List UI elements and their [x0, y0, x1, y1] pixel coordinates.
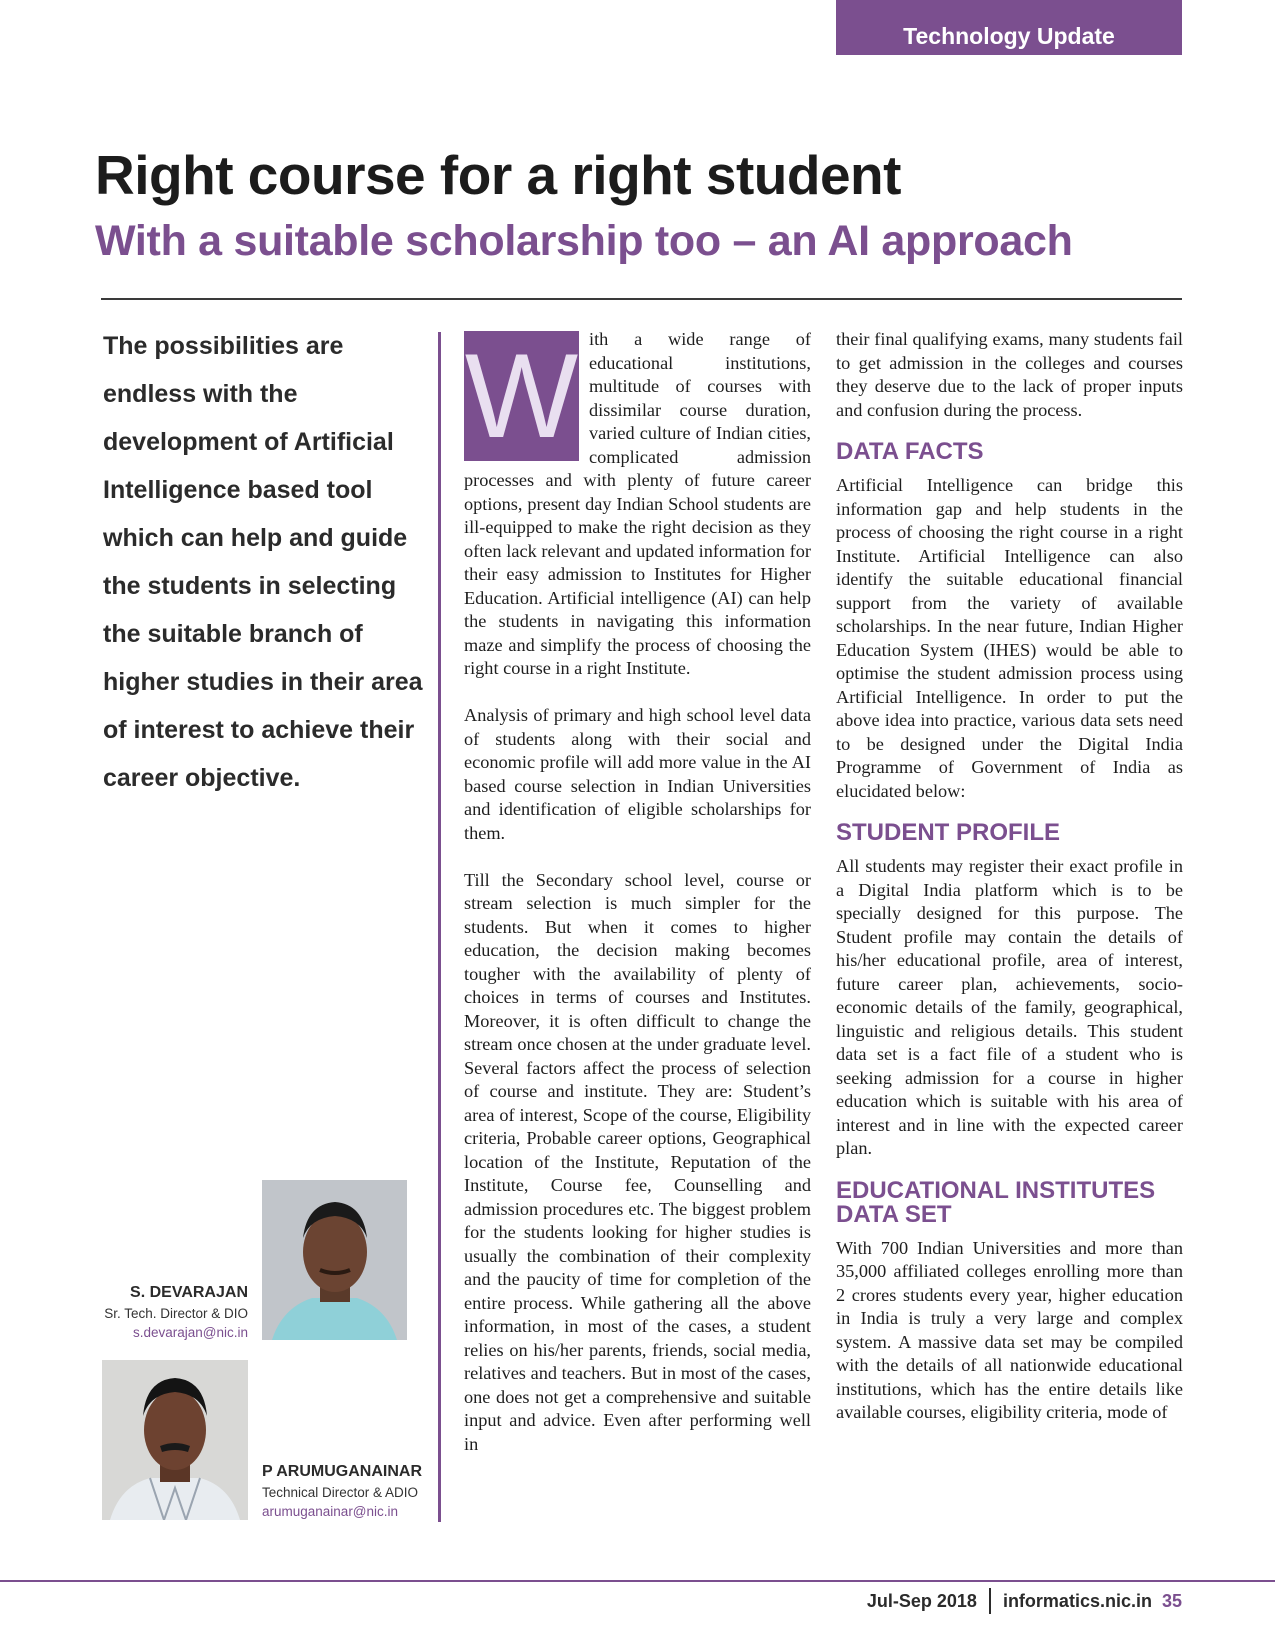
author-2-name: P ARUMUGANAINAR [262, 1463, 422, 1480]
heading-student-profile: STUDENT PROFILE [836, 819, 1061, 846]
paragraph-1-text: ith a wide range of educational institutions, multitude of courses with dissimilar course duration, varied culture of Indian cities, complicated admission processes and with plenty of future career options, present day Indian School students are ill-equipped to make the right decision as they often lack relevant and updated information for their easy admission to Institutes for Higher Education. Artificial intelligence (AI) can help the students in navigating this information maze and simplify the process of choosing the right course in a right Institute. [464, 329, 811, 678]
footer-rule [0, 1580, 1275, 1582]
paragraph-6: All students may register their exact profile in a Digital India platform which is to be specially designed for this purpose. The Student profile may contain the details of his/her educational profile, area of interest, future career plan, achievements, socio-economic details of the family, geographical, linguistic and religious details. This student data set is a fact file of a student who is seeking admission for a course in higher education which is suitable with his area of interest and in line with the expected career plan. [836, 856, 1183, 1158]
paragraph-2: Analysis of primary and high school level data of students along with their social and economic profile will add more value in the AI based course selection in Indian Universities and identification of eligible scholarships for them. [464, 705, 811, 843]
section-tab: Technology Update [836, 0, 1182, 55]
paragraph-3: Till the Secondary school level, course or stream selection is much simpler for the students. But when it comes to higher education, the decision making becomes tougher with the availability of plenty of choices in terms of courses and Institutes. Moreover, it is often difficult to change the stream once chosen at the under graduate level. Several factors affect the process of selection of course and institute. They are: Student’s area of interest, Scope of the course, Eligibility criteria, Probable career options, Geographical location of the Institute, Reputation of the Institute, Course fee, Counselling and admission procedures etc. The biggest problem for the students looking for higher studies is usually the combination of their complexity and the paucity of time for completion of the entire process. While gathering all the above information, in most of the cases, a student relies on his/her parents, friends, social media, relatives and teachers. But in most of the cases, one does not get a comprehensive and suitable input and advice. Even after performing well in [464, 869, 811, 1454]
author-1-name: S. DEVARAJAN [130, 1284, 248, 1301]
paragraph-7: With 700 Indian Universities and more than 35,000 affiliated colleges enrolling more than 2 crores students every year, higher education in India is truly a very large and complex system. A massive data set may be compiled with the details of all nationwide educational institutions, which has the entire details like available courses, eligibility criteria, mode of [836, 1237, 1183, 1422]
title-rule [101, 298, 1182, 300]
article-column-middle [464, 328, 811, 1480]
heading-data-facts: DATA FACTS [836, 438, 984, 465]
author-2-email: arumuganainar@nic.in [262, 1504, 399, 1519]
author-2-photo [102, 1360, 248, 1520]
heading-institutes-data-set: EDUCATIONAL INSTITUTES DATA SET [836, 1176, 1156, 1228]
page-footer [867, 1588, 1182, 1614]
article-column-right [836, 328, 1183, 1448]
paragraph-1 [464, 328, 811, 681]
author-2-role: Technical Director & ADIO [262, 1485, 419, 1500]
article-title: Right course for a right student [95, 144, 901, 206]
column-divider [438, 332, 441, 1522]
author-1-role: Sr. Tech. Director & DIO [104, 1306, 248, 1321]
footer-site: informatics.nic.in [1002, 1590, 1152, 1611]
paragraph-5: Artificial Intelligence can bridge this information gap and help students in the process of choosing the right course in a right Institute. Artificial Intelligence can also identify the suitable educational financial support from the variety of available scholarships. In the near future, Indian Higher Education System (IHES) would be able to optimise the student admission process using Artificial Intelligence. In order to put the above idea into practice, various data sets need to be designed under the Digital India Programme of Government of India as elucidated below: [836, 475, 1183, 801]
footer-separator [989, 1588, 991, 1614]
pull-quote: The possibilities are endless with the development of Artificial Intelligence based tool which can help and guide the students in selecting the suitable branch of higher studies in their area of interest to achieve their career objective. [103, 332, 423, 792]
author-1-email: s.devarajan@nic.in [132, 1325, 248, 1340]
paragraph-4: their final qualifying exams, many students fail to get admission in the colleges and courses they deserve due to the lack of proper inputs and confusion during the process. [836, 329, 1183, 420]
drop-cap: W [464, 329, 579, 463]
article-subtitle: With a suitable scholarship too – an AI approach [95, 217, 1073, 265]
page-number: 35 [1161, 1590, 1182, 1611]
footer-issue: Jul-Sep 2018 [866, 1590, 977, 1611]
author-1-photo [262, 1180, 407, 1340]
